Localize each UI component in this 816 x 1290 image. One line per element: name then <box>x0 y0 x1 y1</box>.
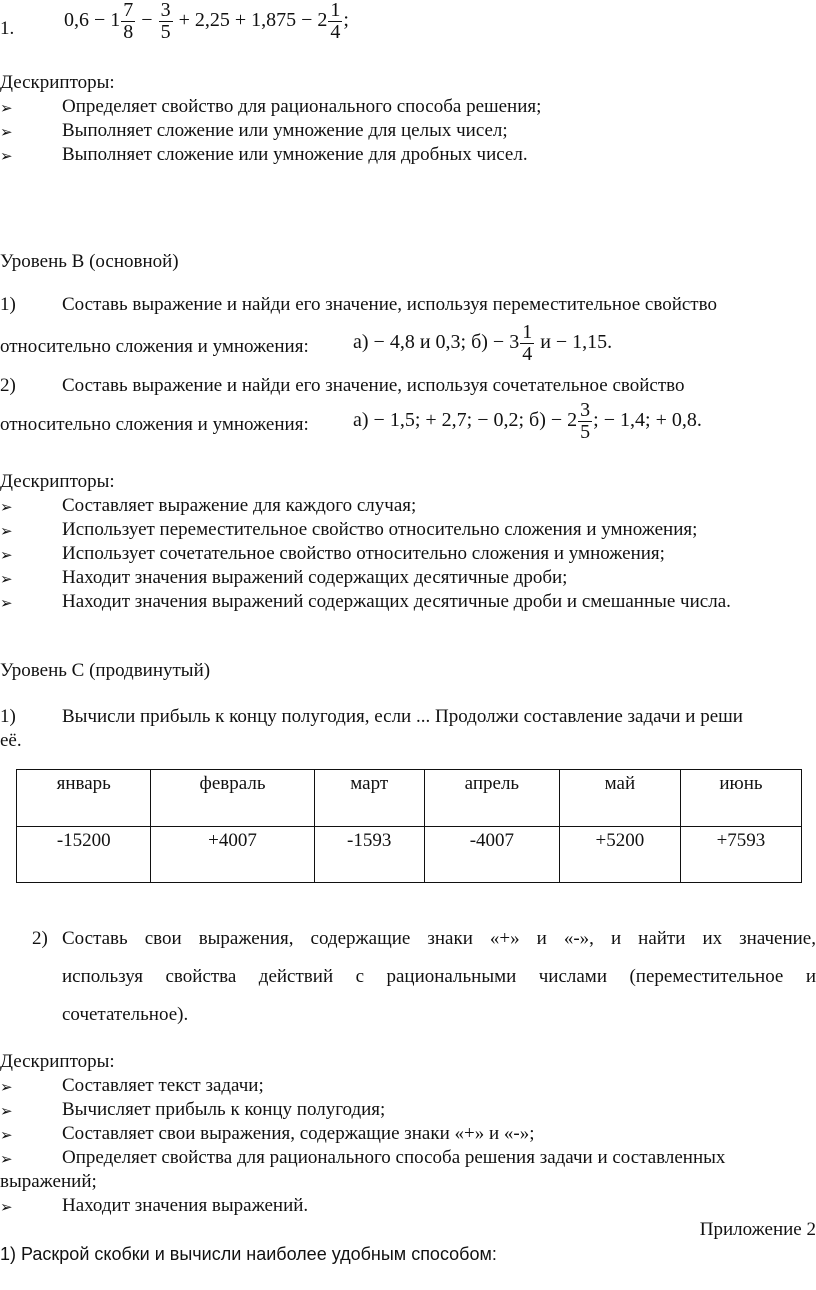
arrowhead-bullet-icon: ➢ <box>0 101 13 117</box>
fraction-7-8: $\frac{7}{8}$ <box>123 0 134 43</box>
arrowhead-bullet-icon: ➢ <box>0 524 13 540</box>
arrowhead-bullet-icon: ➢ <box>0 1200 13 1216</box>
expr-part-a: 0,6 − 1 <box>64 9 121 32</box>
arrowhead-bullet-icon: ➢ <box>0 1104 13 1120</box>
arrowhead-bullet-icon: ➢ <box>0 1128 13 1144</box>
month-value: +5200 <box>559 827 680 883</box>
arrowhead-bullet-icon: ➢ <box>0 500 13 516</box>
month-header: февраль <box>151 770 314 827</box>
fraction-3-5: $\frac{3}{5}$ <box>580 399 591 443</box>
levelB-q2-line2: относительно сложения и умножения: <box>0 414 309 435</box>
month-header: июнь <box>680 770 801 827</box>
appendix-task: 1) Раскрой скобки и вычисли наиболее удобным способом: <box>0 1244 497 1264</box>
levelB-q1-number: 1) <box>0 294 16 315</box>
levelC-q1-line2: её. <box>0 730 22 751</box>
descriptors2-heading: Дескрипторы: <box>0 471 115 492</box>
fraction-1-4: $\frac{1}{4}$ <box>522 321 533 365</box>
task1-number: 1. <box>0 18 15 39</box>
month-value: -1593 <box>314 827 424 883</box>
levelC-q1-number: 1) <box>0 706 16 727</box>
expr-part-d: ; <box>343 9 349 32</box>
month-value: -4007 <box>424 827 559 883</box>
descriptors1-heading: Дескрипторы: <box>0 72 115 93</box>
levelB-heading: Уровень В (основной) <box>0 251 179 272</box>
levelB-q1-line1: Составь выражение и найди его значение, используя переместительное свойство <box>62 294 717 315</box>
month-header: май <box>559 770 680 827</box>
levelB-q2-line1: Составь выражение и найди его значение, используя сочетательное свойство <box>62 375 685 396</box>
table-row <box>17 827 802 883</box>
arrowhead-bullet-icon: ➢ <box>0 1152 13 1168</box>
appendix-label: Приложение 2 <box>699 1219 816 1240</box>
month-header: январь <box>17 770 151 827</box>
arrowhead-bullet-icon: ➢ <box>0 1080 13 1096</box>
month-header: апрель <box>424 770 559 827</box>
fraction-3-5: $\frac{3}{5}$ <box>160 0 171 43</box>
arrowhead-bullet-icon: ➢ <box>0 149 13 165</box>
levelB-q2-math: а) − 1,5; + 2,7; − 0,2; б) − 2 $\frac{3}{5}$ ; − 1,4; + 0,8. <box>353 399 702 443</box>
month-value: -15200 <box>17 827 151 883</box>
levelC-q2-line3: сочетательное). <box>62 1004 189 1025</box>
arrowhead-bullet-icon: ➢ <box>0 125 13 141</box>
profit-table <box>16 769 802 883</box>
descriptors3-heading: Дескрипторы: <box>0 1051 115 1072</box>
levelB-q2-number: 2) <box>0 375 16 396</box>
levelB-q1-math: а) − 4,8 и 0,3; б) − 3 $\frac{1}{4}$ и − 1,15. <box>353 321 613 365</box>
arrowhead-bullet-icon: ➢ <box>0 596 13 612</box>
fraction-1-4: $\frac{1}{4}$ <box>330 0 341 43</box>
expr-part-c: + 2,25 + 1,875 − 2 <box>178 9 328 32</box>
table-row <box>17 770 802 827</box>
task1-expression <box>64 0 349 43</box>
levelC-q1-line1: Вычисли прибыль к концу полугодия, если ... Продолжи составление задачи и реши <box>62 706 743 727</box>
levelC-q2-number: 2) <box>32 928 48 949</box>
month-value: +4007 <box>151 827 314 883</box>
arrowhead-bullet-icon: ➢ <box>0 548 13 564</box>
expr-part-b: − <box>141 9 153 32</box>
levelC-heading: Уровень С (продвинутый) <box>0 660 211 681</box>
levelC-q2-line2: используя свойства действий с рациональными числами (переместительное и <box>62 966 816 987</box>
arrowhead-bullet-icon: ➢ <box>0 572 13 588</box>
levelB-q1-line2: относительно сложения и умножения: <box>0 336 309 357</box>
month-value: +7593 <box>680 827 801 883</box>
list-item-continuation: выражений; <box>0 1171 97 1192</box>
levelC-q2-line1: Составь свои выражения, содержащие знаки «+» и «-», и найти их значение, <box>62 928 816 949</box>
month-header: март <box>314 770 424 827</box>
